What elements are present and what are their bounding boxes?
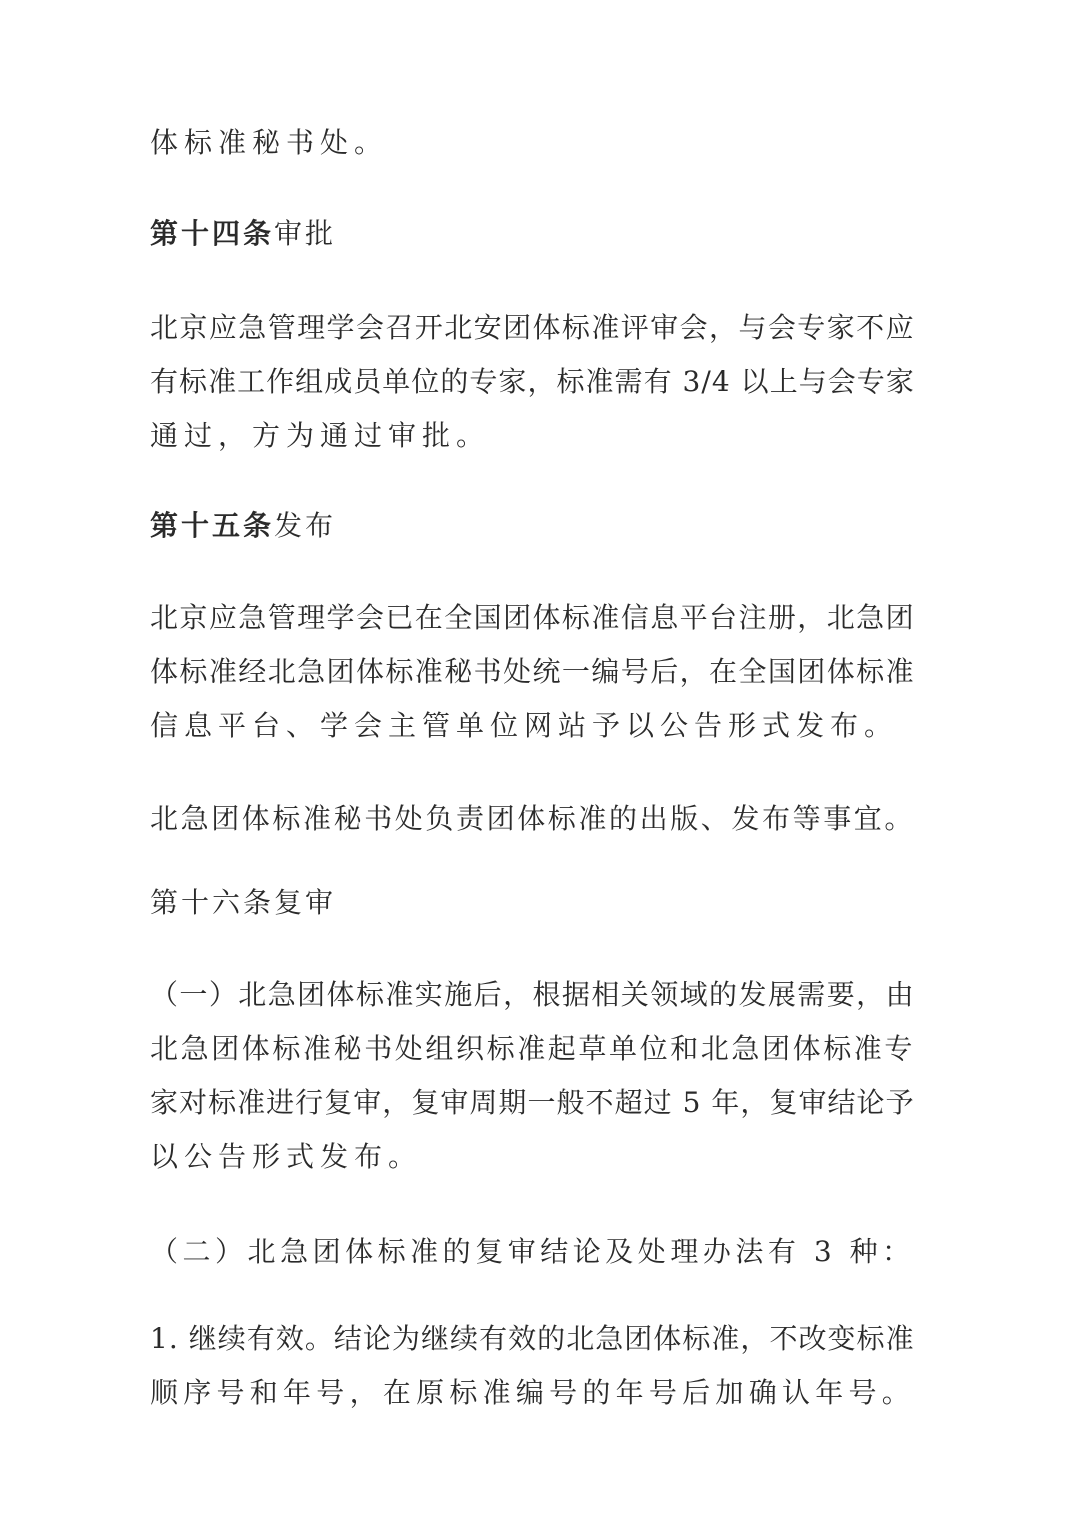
article-16-item-1 <box>150 1312 915 1420</box>
article-number: 第十六条 <box>150 886 275 919</box>
text-line: 有标准工作组成员单位的专家，标准需有 3/4 以上与会专家 <box>150 365 915 398</box>
text-line: 体标准秘书处。 <box>150 126 389 159</box>
text-line: 北急团体标准秘书处组织标准起草单位和北急团体标准专 <box>150 1032 916 1065</box>
text-line: 信息平台、学会主管单位网站予以公告形式发布。 <box>150 709 899 742</box>
paragraph-continuation <box>150 116 915 170</box>
article-title: 发布 <box>274 509 337 542</box>
article-14-body <box>150 301 915 463</box>
text-line: 1. 继续有效。结论为继续有效的北急团体标准，不改变标准 <box>150 1322 915 1355</box>
text-line: 体标准经北急团体标准秘书处统一编号后，在全国团体标准 <box>150 655 916 688</box>
article-15-note <box>150 792 915 846</box>
text-line: 顺序号和年号，在原标准编号的年号后加确认年号。 <box>150 1376 916 1409</box>
text-line: 北急团体标准秘书处负责团体标准的出版、发布等事宜。 <box>150 802 916 835</box>
article-16-clause-2 <box>150 1225 915 1279</box>
text-line: 家对标准进行复审，复审周期一般不超过 5 年，复审结论予 <box>150 1086 915 1119</box>
text-line: 北京应急管理学会召开北安团体标准评审会，与会专家不应 <box>150 311 916 344</box>
text-line: （二）北急团体标准的复审结论及处理办法有 3 种： <box>150 1235 915 1268</box>
article-14-heading <box>150 207 336 261</box>
article-16-heading <box>150 876 336 930</box>
text-line: 通过，方为通过审批。 <box>150 419 491 452</box>
article-number: 第十五条 <box>150 509 275 542</box>
article-title: 复审 <box>274 886 337 919</box>
article-15-body <box>150 591 915 753</box>
article-number: 第十四条 <box>150 217 275 250</box>
article-15-heading <box>150 499 336 553</box>
article-16-clause-1 <box>150 968 915 1184</box>
text-line: （一）北急团体标准实施后，根据相关领域的发展需要，由 <box>150 978 916 1011</box>
text-line: 北京应急管理学会已在全国团体标准信息平台注册，北急团 <box>150 601 916 634</box>
article-title: 审批 <box>274 217 337 250</box>
text-line: 以公告形式发布。 <box>150 1140 423 1173</box>
